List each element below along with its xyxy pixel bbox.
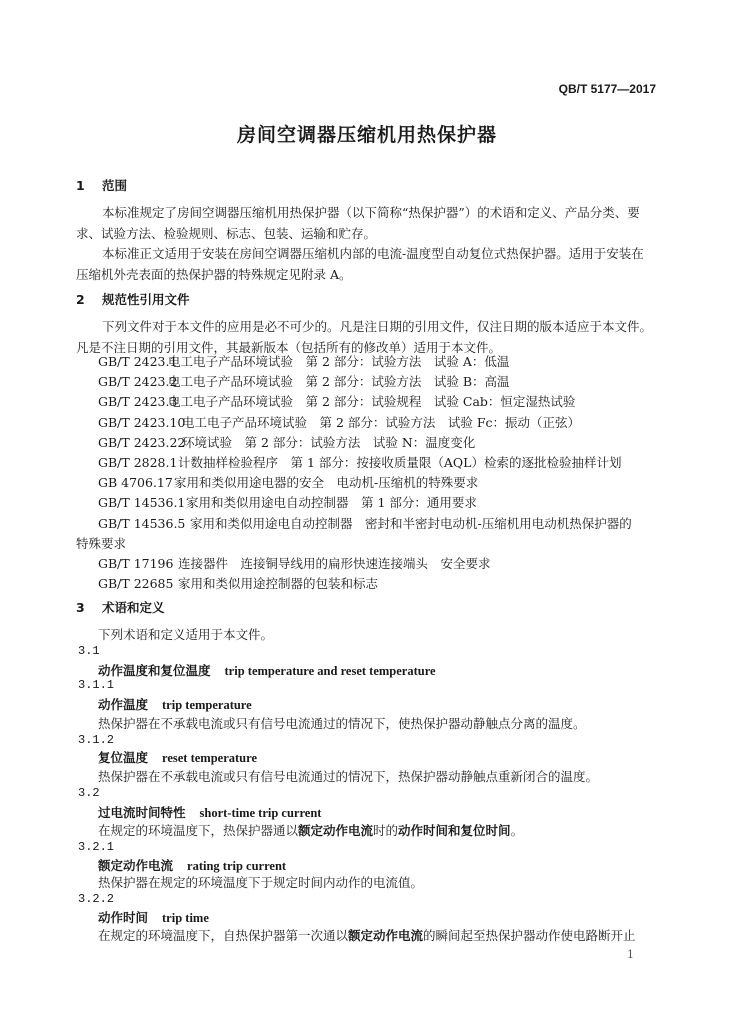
term-en: trip temperature and reset temperature	[224, 664, 436, 678]
reference-code: GB/T 22685	[98, 576, 174, 592]
section-number: 3	[76, 600, 85, 615]
section-number: 2	[76, 292, 85, 307]
reference-code: GB 4706.17	[98, 475, 173, 491]
definition-text: 。	[510, 823, 524, 838]
section-1-paragraph-2	[76, 243, 656, 285]
reference-code: GB/T 2828.1	[98, 454, 178, 470]
definition-emphasis: 额定动作电流	[298, 823, 374, 838]
reference-code: GB/T 2423.1	[98, 354, 178, 369]
section-title: 范围	[102, 178, 128, 193]
reference-code: GB/T 2423.22	[98, 434, 186, 450]
reference-item	[98, 433, 658, 453]
term-number: 3.2.2	[78, 892, 115, 906]
reference-item	[98, 372, 658, 392]
section-2-heading	[76, 290, 190, 308]
term-heading-3-1	[98, 661, 436, 679]
section-title: 术语和定义	[102, 600, 165, 615]
reference-title: 家用和类似用途电自动控制器 第 1 部分：通用要求	[186, 495, 477, 511]
reference-title: 计数抽样检验程序 第 1 部分：按接收质量限（AQL）检索的逐批检验抽样计划	[178, 454, 622, 470]
reference-title: 家用和类似用途控制器的包装和标志	[178, 576, 379, 592]
paragraph-text: 本标准规定了房间空调器压缩机用热保护器（以下简称“热保护器”）的术语和定义、产品分类、要求、试验方法、检验规则、标志、包装、运输和贮存。	[76, 205, 640, 241]
term-definition: 热保护器在不承载电流或只有信号电流通过的情况下，热保护器动静触点重新闭合的温度。	[98, 769, 599, 784]
reference-item	[98, 352, 658, 372]
definition-text: 在规定的环境温度下，自热保护器第一次通以	[98, 928, 349, 943]
reference-item	[98, 453, 658, 473]
section-3-intro: 下列术语和定义适用于本文件。	[98, 627, 274, 642]
reference-item	[98, 392, 658, 412]
term-number: 3.1	[78, 644, 100, 658]
reference-item	[98, 554, 658, 574]
term-definition: 热保护器在不承载电流或只有信号电流通过的情况下，使热保护器动静触点分离的温度。	[98, 716, 586, 731]
reference-title: 家用和类似用途电器的安全 电动机-压缩机的特殊要求	[174, 475, 479, 491]
term-number: 3.1.1	[78, 678, 115, 692]
normative-reference-list	[76, 352, 658, 594]
reference-title: 电工电子产品环境试验 第 2 部分：试验规程 试验 Cab：恒定湿热试验	[168, 394, 576, 410]
term-cn: 过电流时间特性	[98, 805, 186, 820]
term-number: 3.2.1	[78, 840, 115, 854]
definition-emphasis: 额定动作电流	[348, 928, 424, 943]
definition-text: 在规定的环境温度下，热保护器通以	[98, 823, 299, 838]
term-heading-3-2-1	[98, 856, 286, 874]
standard-number: QB/T 5177—2017	[558, 82, 656, 96]
definition-emphasis: 动作时间和复位时间	[398, 823, 511, 838]
term-cn: 动作温度	[98, 697, 149, 712]
reference-code: GB/T 14536.1	[98, 495, 186, 511]
reference-code: GB/T 2423.3	[98, 394, 178, 410]
term-heading-3-2-2	[98, 908, 209, 926]
reference-title-continued: 特殊要求	[76, 535, 127, 551]
definition-text: 的瞬间起至热保护器动作使电路断开止	[423, 928, 636, 943]
reference-code: GB/T 14536.5	[98, 515, 186, 531]
reference-code: GB/T 17196	[98, 555, 174, 571]
document-title: 房间空调器压缩机用热保护器	[236, 124, 497, 146]
term-heading-3-1-2	[98, 748, 257, 766]
term-heading-3-1-1	[98, 695, 252, 713]
reference-code: GB/T 2423.10	[98, 414, 186, 430]
reference-title: 电工电子产品环境试验 第 2 部分：试验方法 试验 Fc：振动（正弦）	[182, 414, 581, 430]
term-number: 3.2	[78, 786, 100, 800]
section-title: 规范性引用文件	[102, 292, 190, 307]
definition-text: 时的	[373, 823, 399, 838]
reference-title: 家用和类似用途电自动控制器 密封和半密封电动机-压缩机用电动机热保护器的	[190, 515, 632, 531]
term-heading-3-2	[98, 803, 321, 821]
paragraph-text: 本标准正文适用于安装在房间空调器压缩机内部的电流-温度型自动复位式热保护器。适用于安装在压缩机外壳表面的热保护器的特殊规定见附录 A。	[76, 246, 644, 282]
section-number: 1	[76, 178, 85, 193]
term-en: reset temperature	[162, 751, 257, 765]
term-cn: 动作温度和复位温度	[98, 663, 211, 678]
term-number: 3.1.2	[78, 733, 115, 747]
term-en: short-time trip current	[199, 806, 322, 820]
reference-title: 连接器件 连接铜导线用的扁形快速连接端头 安全要求	[178, 555, 491, 571]
term-cn: 额定动作电流	[98, 858, 174, 873]
term-cn: 动作时间	[98, 910, 149, 925]
section-3-heading	[76, 598, 165, 616]
reference-item	[98, 473, 658, 493]
term-en: rating trip current	[187, 859, 287, 873]
reference-title: 电工电子产品环境试验 第 2 部分：试验方法 试验 A：低温	[168, 354, 510, 369]
reference-item	[98, 493, 658, 513]
term-cn: 复位温度	[98, 750, 149, 765]
reference-item	[98, 574, 658, 594]
term-definition	[98, 821, 658, 839]
reference-title: 环境试验 第 2 部分：试验方法 试验 N：温度变化	[182, 434, 476, 450]
reference-code: GB/T 2423.2	[98, 374, 178, 390]
reference-item	[98, 413, 658, 433]
page-number: 1	[627, 948, 634, 961]
reference-item-continuation	[76, 534, 658, 554]
section-1-heading	[76, 176, 127, 194]
term-en: trip time	[162, 911, 209, 925]
reference-title: 电工电子产品环境试验 第 2 部分：试验方法 试验 B：高温	[168, 374, 510, 390]
term-definition	[98, 926, 658, 944]
reference-item	[98, 514, 658, 534]
term-en: trip temperature	[162, 698, 252, 712]
section-1-paragraph-1	[76, 202, 656, 244]
paragraph-text: 下列文件对于本文件的应用是必不可少的。凡是注日期的引用文件，仅注日期的版本适应于本文件。凡是不注日期的引用文件，其最新版本（包括所有的修改单）适用于本文件。	[76, 319, 653, 355]
term-definition: 热保护器在规定的环境温度下于规定时间内动作的电流值。	[98, 875, 424, 890]
